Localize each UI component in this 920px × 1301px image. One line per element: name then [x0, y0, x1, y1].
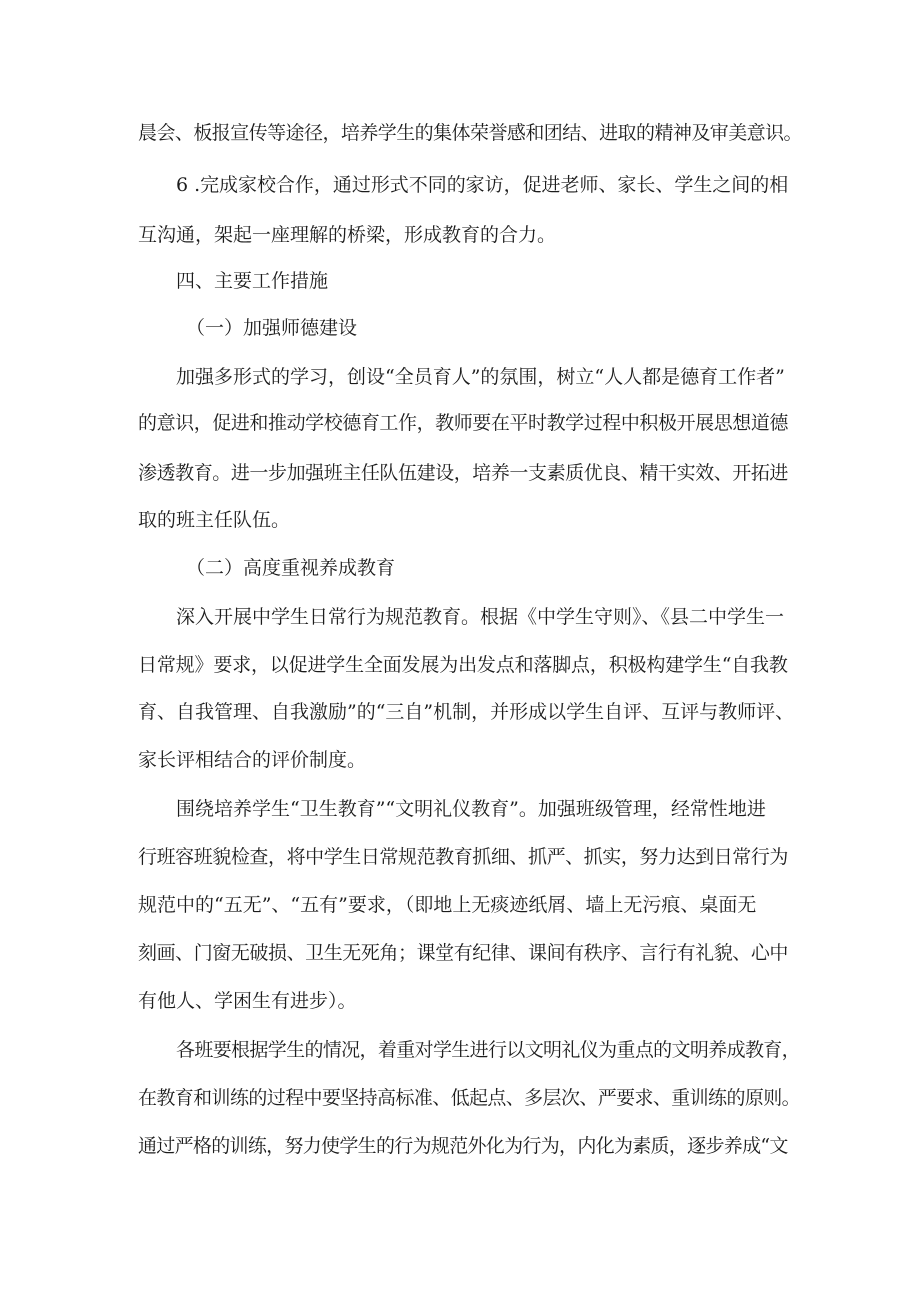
- paragraph-line: 有他人、学困生有进步）。: [138, 990, 357, 1012]
- paragraph-line: 加强多形式的学习，创设“全员育人”的氛围，树立“人人都是德育工作者”: [176, 366, 785, 388]
- paragraph-line: 刻画、门窗无破损、卫生无死角；课堂有纪律、课间有秩序、言行有礼貌、心中: [138, 942, 788, 964]
- paragraph-line: 日常规》要求，以促进学生全面发展为出发点和落脚点，积极构建学生“自我教: [138, 654, 788, 676]
- paragraph-line: 取的班主任队伍。: [138, 509, 291, 531]
- section-heading: 四、主要工作措施: [176, 270, 329, 292]
- subsection-heading: （一）加强师德建设: [186, 317, 358, 339]
- text-line: 互沟通，架起一座理解的桥梁，形成教育的合力。: [138, 224, 557, 246]
- paragraph-line: 家长评相结合的评价制度。: [138, 749, 367, 771]
- paragraph-line: 行班容班貌检查，将中学生日常规范教育抓细、抓严、抓实，努力达到日常行为: [138, 846, 788, 868]
- paragraph-line: 渗透教育。进一步加强班主任队伍建设，培养一支素质优良、精干实效、开拓进: [138, 462, 788, 484]
- paragraph-line: 的意识，促进和推动学校德育工作，教师要在平时教学过程中积极开展思想道德: [138, 412, 788, 434]
- text-line: 晨会、板报宣传等途径，培养学生的集体荣誉感和团结、进取的精神及审美意识。: [138, 122, 802, 144]
- paragraph-line: 在教育和训练的过程中要坚持高标准、低起点、多层次、严要求、重训练的原则。: [138, 1087, 800, 1109]
- paragraph-line: 规范中的“五无”、“五有”要求，（即地上无痰迹纸屑、墙上无污痕、桌面无: [138, 894, 757, 916]
- paragraph-line: 育、自我管理、自我激励”的“三自”机制，并形成以学生自评、互评与教师评、: [138, 701, 795, 723]
- list-item-6: 6 .完成家校合作，通过形式不同的家访，促进老师、家长、学生之间的相: [176, 174, 788, 196]
- paragraph-line: 通过严格的训练，努力使学生的行为规范外化为行为，内化为素质，逐步养成“文: [138, 1135, 788, 1157]
- paragraph-line: 各班要根据学生的情况，着重对学生进行以文明礼仪为重点的文明养成教育，: [176, 1039, 800, 1061]
- paragraph-line: 深入开展中学生日常行为规范教育。根据《中学生守则》、《县二中学生一: [176, 606, 785, 628]
- subsection-heading: （二）高度重视养成教育: [186, 557, 396, 579]
- paragraph-line: 围绕培养学生“卫生教育”“文明礼仪教育”。加强班级管理，经常性地进: [176, 798, 766, 820]
